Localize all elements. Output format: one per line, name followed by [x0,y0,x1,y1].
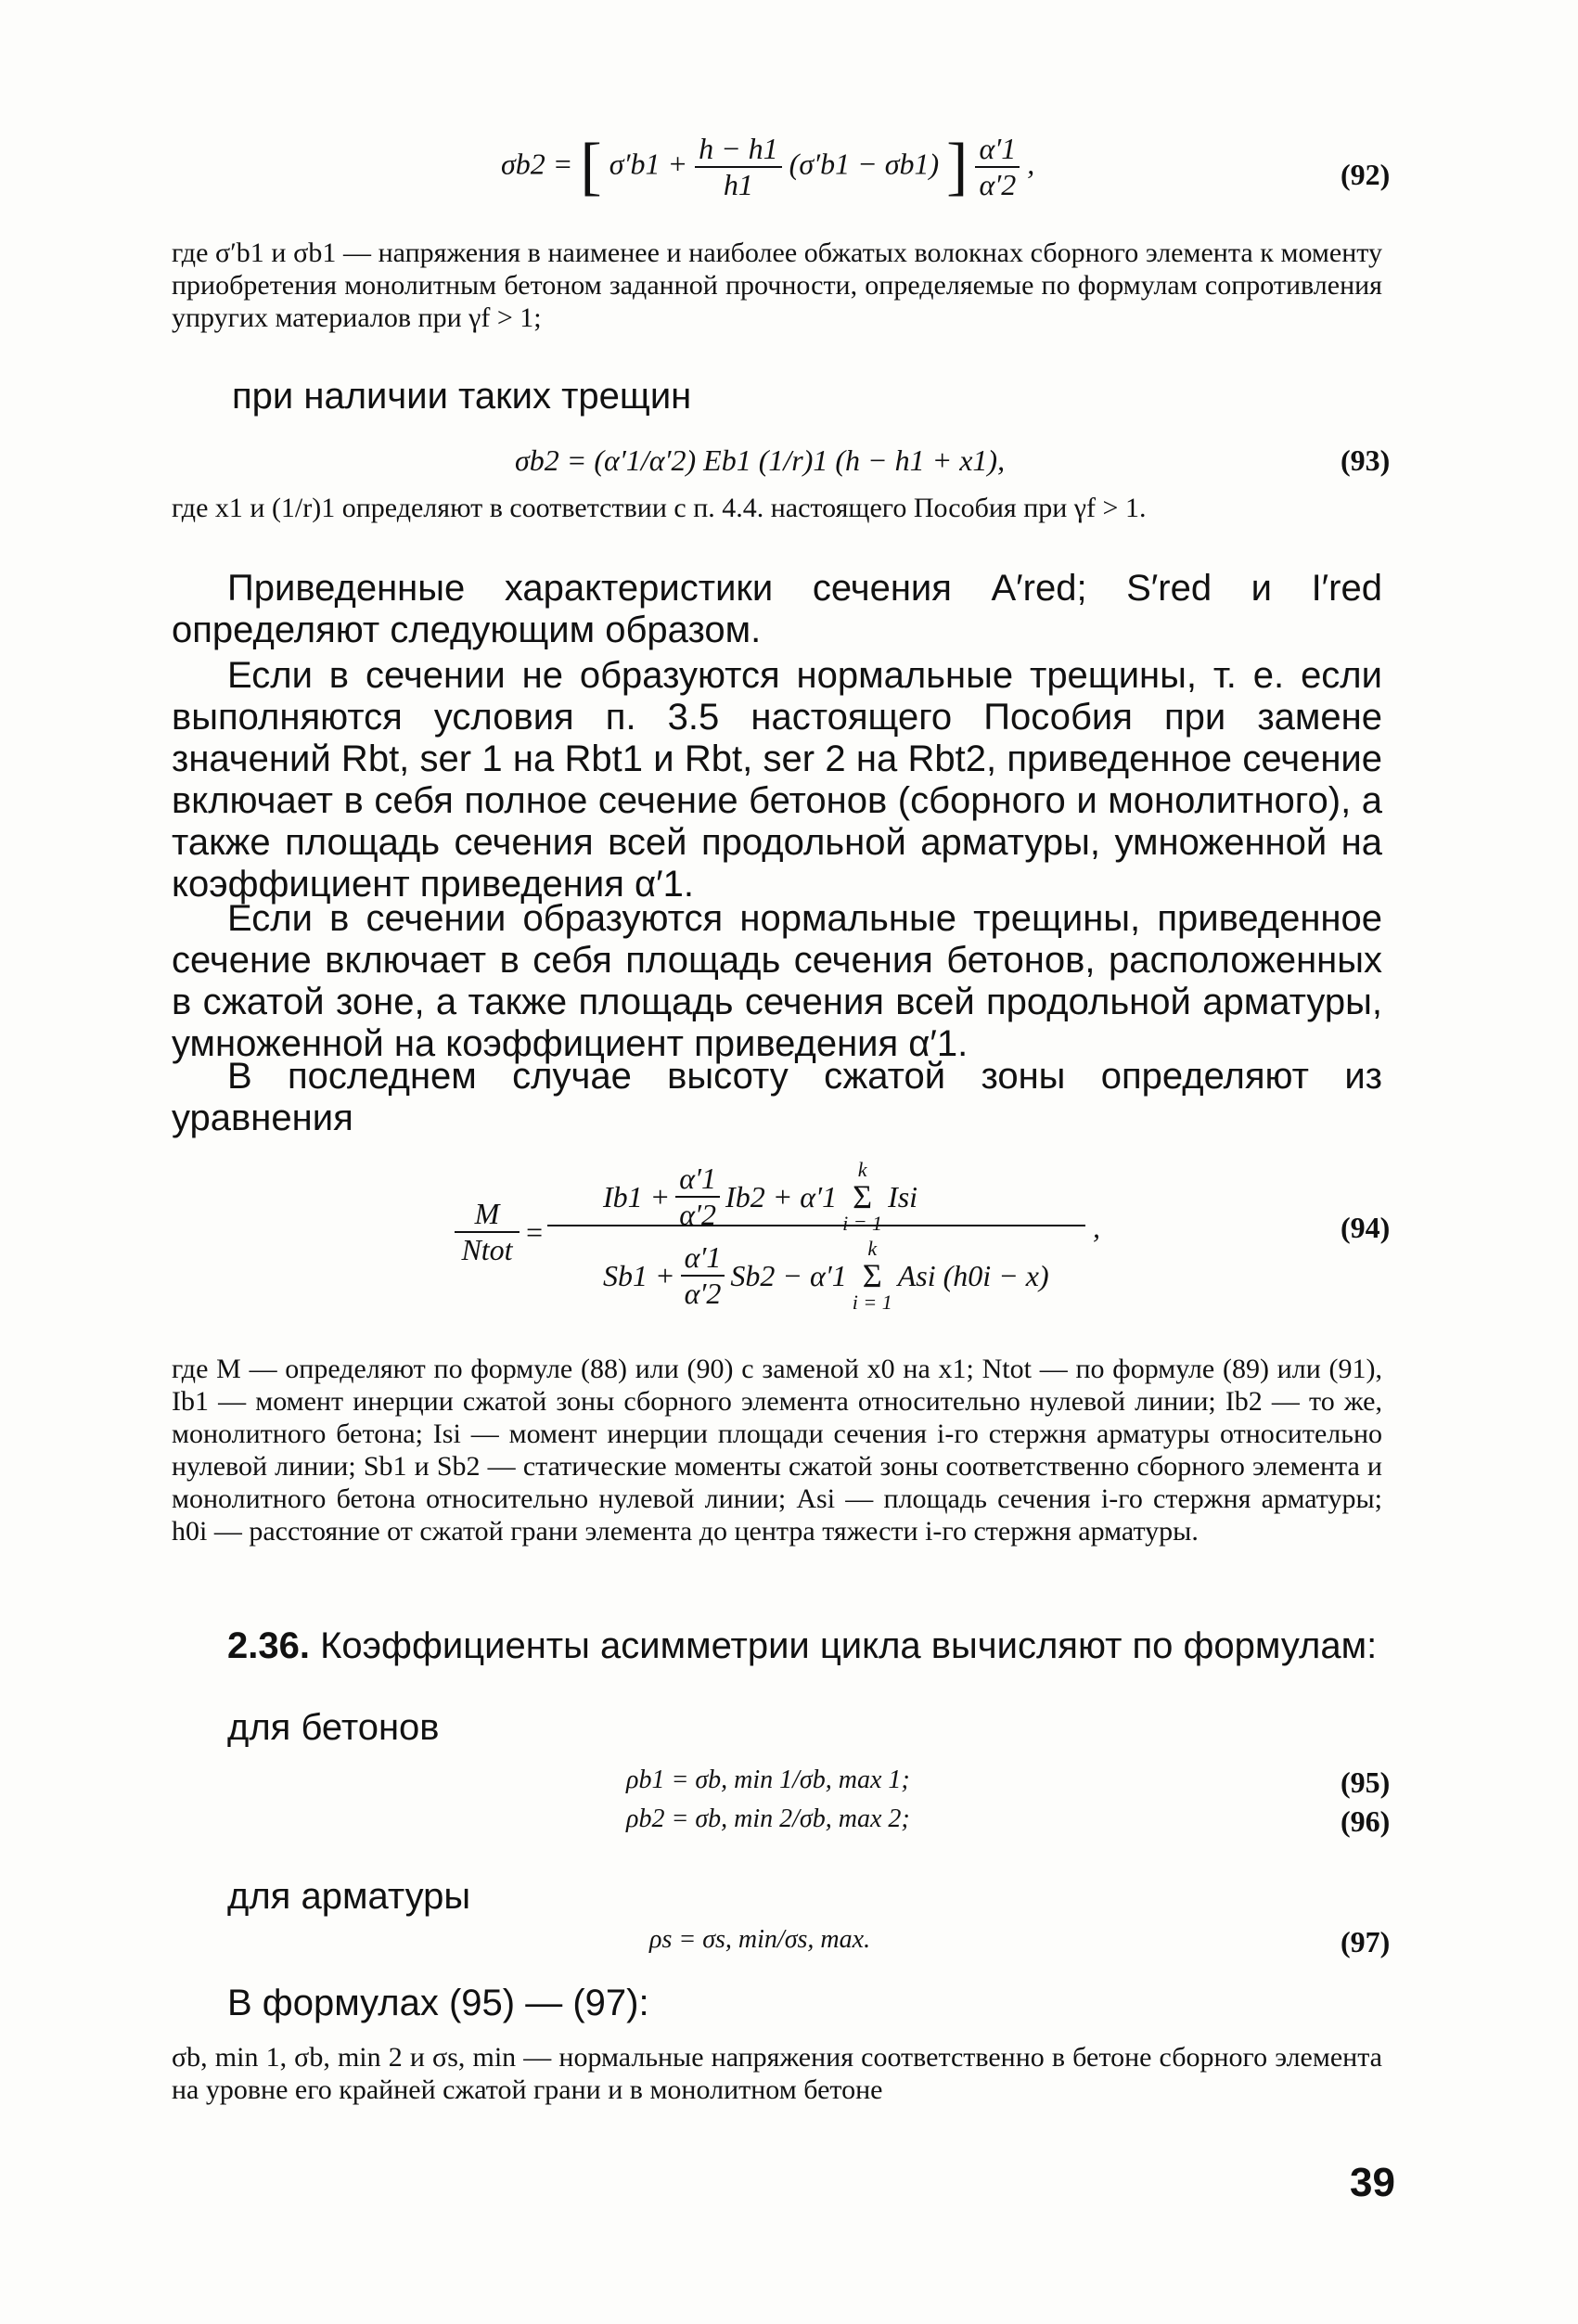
formula-94-top-sum-upper: k [857,1158,867,1181]
where-92-text: где σ′b1 и σb1 — напряжения в наименее и наиболее обжатых волокнах сборного элемента к моменту приобретения монолитным бетоном заданной прочности, определяемые по формулам сопротивления упругих материалов при γf > 1; [172,238,1382,333]
paragraph-reduced-characteristics: Приведенные характеристики сечения A′red; S′red и I′red определяют следующим образом. [172,568,1382,650]
formula-94-bot-term2: Sb2 − α′1 [730,1258,847,1292]
formula-92-frac-den: h1 [723,168,753,201]
section-text: Коэффициенты асимметрии цикла вычисляют по формулам: [320,1625,1378,1666]
equation-number-94: (94) [1341,1211,1391,1244]
formula-94-top-term1: Ib1 + [603,1179,671,1213]
section-2-36 [172,1625,1382,1667]
formula-94-top-sigma: Σ [853,1178,873,1215]
formula-92-tail: , [1027,147,1035,181]
formula-94-bot-sum [853,1239,892,1313]
formula-92-alpha-num: α′1 [975,132,1020,168]
in-formulas-label: В формулах (95) — (97): [227,1983,649,2023]
formula-94-bot-sigma: Σ [862,1257,882,1294]
formula-92-term2: (σ′b1 − σb1) [789,147,940,181]
formula-94-top-sum-lower: i = 1 [842,1212,883,1235]
formula-94-bot-frac-den: α′2 [684,1277,722,1310]
equation-number-95: (95) [1341,1765,1391,1799]
formula-93: σb2 = (α′1/α′2) Eb1 (1/r)1 (h − h1 + x1), [515,443,1006,477]
formula-94-lhs-den: Ntot [461,1233,513,1266]
formula-94-equals: = [524,1215,545,1249]
formula-92-term1: σ′b1 + [609,147,688,181]
formula-96: ρb2 = σb, min 2/σb, max 2; [626,1804,910,1833]
formula-94-bot-term1: Sb1 + [603,1258,675,1292]
formula-97: ρs = σs, min/σs, max. [649,1925,871,1954]
formula-95: ρb1 = σb, min 1/σb, max 1; [626,1765,910,1794]
formula-94-top-fraction [675,1162,720,1232]
equation-number-97: (97) [1341,1925,1391,1958]
equation-number-96: (96) [1341,1804,1391,1838]
page-number: 39 [1350,2160,1395,2205]
formula-94-denominator [547,1229,1085,1322]
formula-94-bot-fraction [681,1240,725,1311]
formula-92 [501,130,1034,204]
formula-92-alpha-fraction [975,132,1020,202]
formula-92-alpha-den: α′2 [979,168,1017,201]
where-93-text: где x1 и (1/r)1 определяют в соответствии с п. 4.4. настоящего Пособия при γf > 1. [172,493,1147,523]
cracks-heading: при наличии таких трещин [232,376,692,417]
formula-92-lbracket: [ [580,131,602,202]
formula-94-numerator [547,1136,1085,1235]
formula-94 [455,1136,1123,1322]
equation-number-92: (92) [1341,158,1391,191]
formula-94-bot-frac-num: α′1 [681,1240,725,1277]
final-text: σb, min 1, σb, min 2 и σs, min — нормальные напряжения соответственно в бетоне сборного элемента на уровне его крайней сжатой грани и в монолитном бетоне [172,2042,1382,2105]
formula-94-top-sum [842,1160,882,1234]
equation-number-93: (93) [1341,443,1391,477]
formula-92-fraction [695,132,782,202]
formula-92-frac-num: h − h1 [695,132,782,168]
for-concrete-label: для бетонов [227,1707,440,1748]
section-number: 2.36. [227,1625,310,1666]
formula-92-lhs: σb2 = [501,147,573,181]
formula-94-top-frac-num: α′1 [675,1162,720,1198]
formula-94-top-frac-den: α′2 [679,1198,717,1231]
formula-94-top-term3: Isi [888,1179,918,1213]
formula-94-bot-sum-lower: i = 1 [852,1290,892,1314]
formula-94-lhs [455,1197,520,1267]
formula-94-top-term2: Ib2 + α′1 [725,1179,838,1213]
formula-94-lhs-num: M [455,1197,520,1233]
paragraph-with-cracks: Если в сечении образуются нормальные трещины, приведенное сечение включает в себя площадь сечения бетонов, расположенных в сжатой зоне, а также площадь сечения всей продольной арматуры, умноженной на коэффициент приведения α′1. [172,898,1382,1064]
formula-94-tail: , [1093,1211,1100,1244]
formula-94-bot-term3: Asi (h0i − x) [897,1258,1049,1292]
where-94-text: где M — определяют по формуле (88) или (90) с заменой x0 на x1; Ntot — по формуле (89) или (91), Ib1 — момент инерции сжатой зоны сборного элемента относительно нулевой линии; Ib2 — то же, монолитного бетона; Isi — момент инерции площади сечения i-го стержня арматуры относительно нулевой линии; Sb1 и Sb2 — статические моменты сжатой зоны соответственно сборного элемента и монолитного бетона относительно нулевой линии; Asi — площадь сечения i-го стержня арматуры; h0i — расстояние от сжатой грани элемента до центра тяжести i-го стержня арматуры. [172,1354,1382,1547]
formula-92-rbracket: ] [946,131,969,202]
paragraph-last-case: В последнем случае высоту сжатой зоны определяют из уравнения [172,1056,1382,1138]
formula-94-bot-sum-upper: k [867,1237,878,1260]
paragraph-no-cracks: Если в сечении не образуются нормальные трещины, т. е. если выполняются условия п. 3.5 настоящего Пособия при замене значений Rbt, ser 1 на Rbt1 и Rbt, ser 2 на Rbt2, приведенное сечение включает в себя полное сечение бетонов (сборного и монолитного), а также площадь сечения всей продольной арматуры, умноженной на коэффициент приведения α′1. [172,655,1382,905]
for-reinforcement-label: для арматуры [227,1876,471,1917]
